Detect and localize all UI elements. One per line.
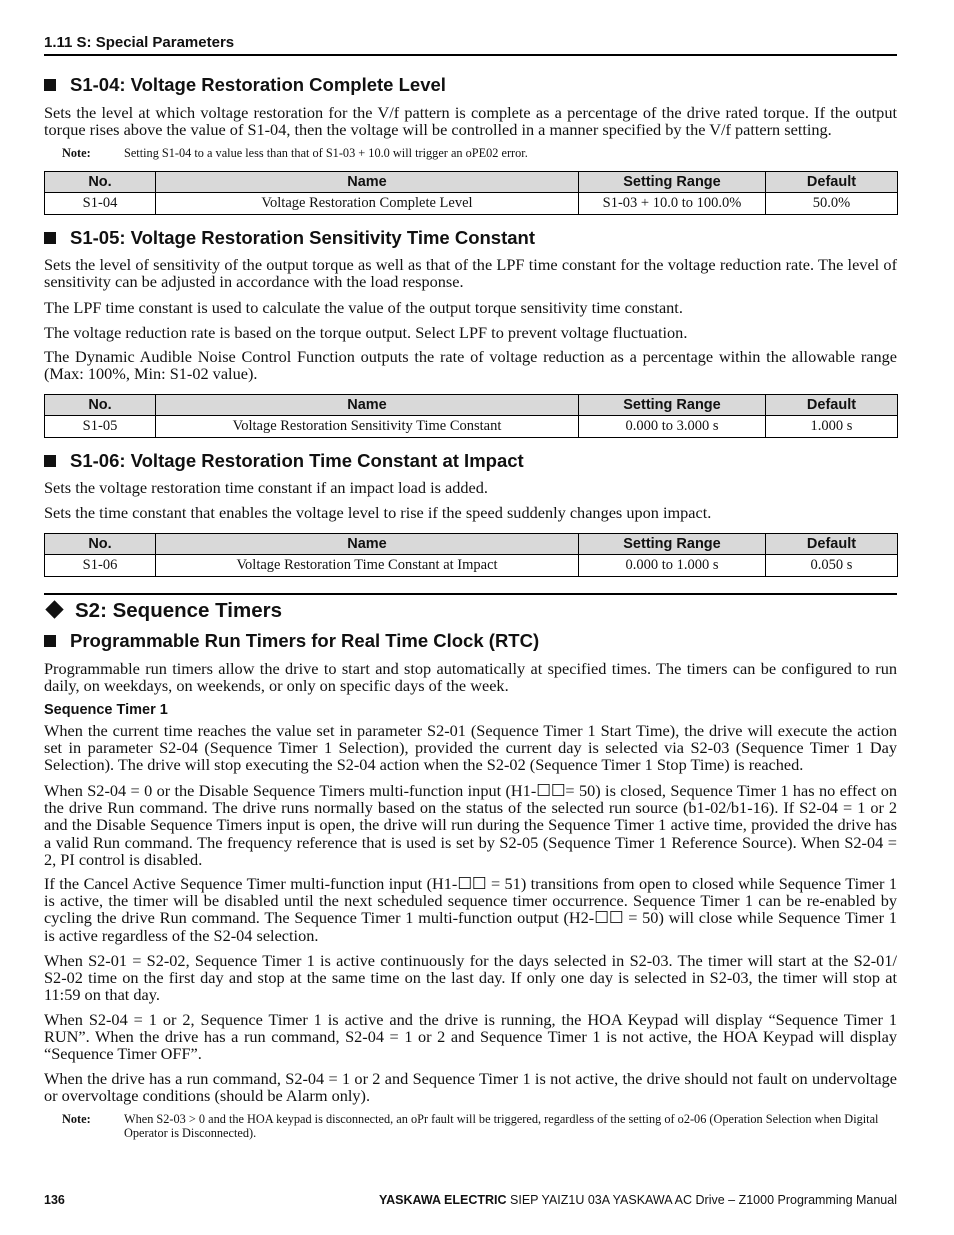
section-rule bbox=[44, 593, 897, 595]
header-rule bbox=[44, 54, 897, 56]
note-text: When S2-03 > 0 and the HOA keypad is disconnected, an oPr fault will be triggered, regardless of the setting of o2-06 (Operation Selection when Digital Operator is Disconnected). bbox=[124, 1112, 879, 1140]
s1-04-parameter-table bbox=[44, 171, 898, 215]
s2-paragraph-1: When the current time reaches the value set in parameter S2-01 (Sequence Timer 1 Start Time), the drive will execute the action set in parameter S2-04 (Sequence Timer 1 Selection), provided the current day is selected via S2-03 (Sequence Timer 1 Day Selection). The drive will stop executing the S2-04 action when the S2-02 (Sequence Timer 1 Stop Time) is reached. bbox=[44, 721, 897, 775]
footer-brand: YASKAWA ELECTRIC bbox=[378, 1193, 507, 1207]
col-header-no: No. bbox=[45, 172, 156, 193]
cell-default: 0.050 s bbox=[766, 555, 898, 577]
heading-text: S1-05: Voltage Restoration Sensitivity Time Constant bbox=[70, 227, 536, 248]
s1-06-parameter-table bbox=[44, 533, 898, 577]
cell-no: S1-06 bbox=[45, 555, 156, 577]
col-header-range: Setting Range bbox=[579, 172, 766, 193]
cell-default: 1.000 s bbox=[766, 416, 898, 438]
heading-s2 bbox=[44, 599, 282, 623]
s2-paragraph-5: When S2-04 = 1 or 2, Sequence Timer 1 is active and the drive is running, the HOA Keypad will display “Sequence Timer 1 RUN”. When the drive has a run command, S2-04 = 1 or 2 and Sequence Timer 1 is not active, the HOA Keypad will display “Sequence Timer OFF”. bbox=[44, 1010, 897, 1064]
note-label: Note: bbox=[62, 1112, 91, 1126]
col-header-default: Default bbox=[766, 172, 898, 193]
s1-06-paragraph-1: Sets the voltage restoration time constant if an impact load is added. bbox=[44, 478, 488, 497]
heading-rtc bbox=[44, 630, 539, 652]
s2-intro: Programmable run timers allow the drive to start and stop automatically at specified times. The timers can be configured to run daily, on weekdays, on weekends, or only on specific days of the week. bbox=[44, 659, 897, 696]
heading-s1-06 bbox=[44, 450, 524, 472]
footer-doc-info bbox=[379, 1193, 897, 1207]
heading-s1-04 bbox=[44, 74, 446, 96]
col-header-no: No. bbox=[45, 534, 156, 555]
cell-name: Voltage Restoration Complete Level bbox=[156, 193, 579, 215]
cell-default: 50.0% bbox=[766, 193, 898, 215]
s1-06-paragraph-2: Sets the time constant that enables the voltage level to rise if the speed suddenly changes upon impact. bbox=[44, 503, 712, 522]
s1-05-paragraph-2: The LPF time constant is used to calculate the value of the output torque sensitivity time constant. bbox=[44, 298, 683, 317]
cell-range: 0.000 to 1.000 s bbox=[579, 555, 766, 577]
col-header-no: No. bbox=[45, 395, 156, 416]
col-header-name: Name bbox=[156, 172, 579, 193]
square-bullet-icon bbox=[44, 455, 56, 467]
s1-05-paragraph-1: Sets the level of sensitivity of the output torque as well as that of the LPF time constant for the voltage reduction rate. The level of sensitivity can be adjusted in accordance with the load response. bbox=[44, 255, 897, 292]
square-bullet-icon bbox=[44, 635, 56, 647]
s2-paragraph-4: When S2-01 = S2-02, Sequence Timer 1 is active continuously for the days selected in S2-03. The timer will start at the S2-01/ S2-02 time on the first day and stop at the same time on the last day. If only one day is selected in S2-03, the timer will stop at 11:59 on that day. bbox=[44, 951, 897, 1005]
section-header: 1.11 S: Special Parameters bbox=[44, 34, 235, 51]
heading-s1-05 bbox=[44, 227, 535, 249]
s1-05-paragraph-3: The voltage reduction rate is based on the torque output. Select LPF to prevent voltage fluctuation. bbox=[44, 323, 688, 342]
page-number: 136 bbox=[44, 1193, 65, 1207]
s1-05-paragraph-4: The Dynamic Audible Noise Control Function outputs the rate of voltage reduction as a percentage within the allowable range (Max: 100%, Min: S1-02 value). bbox=[44, 347, 897, 384]
table-header-row bbox=[45, 395, 898, 416]
col-header-name: Name bbox=[156, 395, 579, 416]
heading-text: S2: Sequence Timers bbox=[75, 599, 282, 622]
col-header-range: Setting Range bbox=[579, 534, 766, 555]
col-header-default: Default bbox=[766, 395, 898, 416]
note-label: Note: bbox=[62, 146, 91, 160]
cell-name: Voltage Restoration Sensitivity Time Constant bbox=[156, 416, 579, 438]
square-bullet-icon bbox=[44, 232, 56, 244]
diamond-bullet-icon bbox=[45, 600, 63, 618]
table-row bbox=[45, 193, 898, 215]
footer-doc-title: SIEP YAIZ1U 03A YASKAWA AC Drive – Z1000 Programming Manual bbox=[506, 1193, 897, 1207]
col-header-range: Setting Range bbox=[579, 395, 766, 416]
s1-04-description: Sets the level at which voltage restoration for the V/f pattern is complete as a percentage of the drive rated torque. If the output torque rises above the value of S1-04, then the voltage will be controlled in a manner specified by the V/f pattern setting. bbox=[44, 103, 897, 140]
cell-no: S1-05 bbox=[45, 416, 156, 438]
table-header-row bbox=[45, 534, 898, 555]
heading-text: S1-04: Voltage Restoration Complete Level bbox=[70, 74, 446, 95]
note-text: Setting S1-04 to a value less than that of S1-03 + 10.0 will trigger an oPE02 error. bbox=[124, 146, 528, 160]
s2-paragraph-3: If the Cancel Active Sequence Timer multi-function input (H1-☐☐ = 51) transitions from open to closed while Sequence Timer 1 is active, the timer will be disabled until the next scheduled sequence timer occurrence. Sequence Timer 1 can be re-enabled by cycling the drive Run command. The Sequence Timer 1 multi-function output (H2-☐☐ = 50) will close while Sequence Timer 1 is active regardless of the S2-04 selection. bbox=[44, 874, 897, 945]
subsection-heading: Sequence Timer 1 bbox=[44, 702, 168, 718]
col-header-name: Name bbox=[156, 534, 579, 555]
cell-name: Voltage Restoration Time Constant at Impact bbox=[156, 555, 579, 577]
table-header-row bbox=[45, 172, 898, 193]
heading-text: S1-06: Voltage Restoration Time Constant at Impact bbox=[70, 450, 524, 471]
cell-no: S1-04 bbox=[45, 193, 156, 215]
s1-04-note bbox=[62, 146, 897, 160]
s2-paragraph-2: When S2-04 = 0 or the Disable Sequence Timers multi-function input (H1-☐☐= 50) is closed, Sequence Timer 1 has no effect on the drive Run command. The drive runs normally based on the status of the selected run source (b1-02/b1-16). If S2-04 = 1 or 2 and the Disable Sequence Timers input is open, the drive will run during the Sequence Timer 1 active time, provided the drive has a valid Run command. The frequency reference that is used is set by S2-05 (Sequence Timer 1 Reference Source). When S2-04 = 2, PI control is disabled. bbox=[44, 781, 897, 869]
s2-note bbox=[62, 1112, 897, 1140]
cell-range: 0.000 to 3.000 s bbox=[579, 416, 766, 438]
col-header-default: Default bbox=[766, 534, 898, 555]
table-row bbox=[45, 555, 898, 577]
square-bullet-icon bbox=[44, 79, 56, 91]
heading-text: Programmable Run Timers for Real Time Clock (RTC) bbox=[70, 630, 540, 651]
cell-range: S1-03 + 10.0 to 100.0% bbox=[579, 193, 766, 215]
table-row bbox=[45, 416, 898, 438]
s1-05-parameter-table bbox=[44, 394, 898, 438]
s2-paragraph-6: When the drive has a run command, S2-04 = 1 or 2 and Sequence Timer 1 is not active, the drive should not fault on undervoltage or overvoltage conditions (should be Alarm only). bbox=[44, 1069, 897, 1106]
